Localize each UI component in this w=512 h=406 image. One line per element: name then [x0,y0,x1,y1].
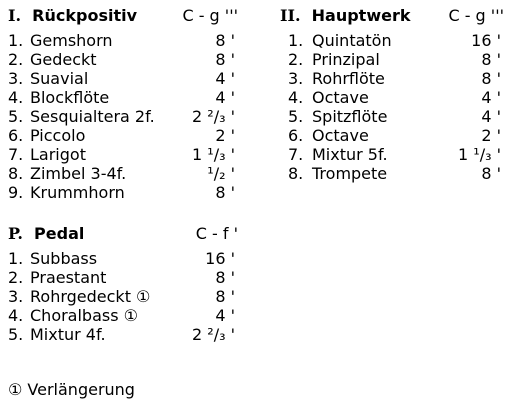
stop-pitch: 8 ' [481,164,501,183]
stop-number: 3. [8,69,24,88]
division-number: II. [280,6,301,25]
stop-name: Octave [312,88,369,107]
stop-name: Piccolo [30,126,86,145]
stop-name: Sesquialtera 2f. [30,107,155,126]
stop-number: 4. [8,88,24,107]
stop-name: Quintatön [312,31,392,50]
stop-name: Praestant [30,268,107,287]
stop-name: Suavial [30,69,89,88]
stop-number: 5. [8,107,24,126]
stop-pitch: 16 ' [205,249,235,268]
division-pedal [8,224,240,348]
stop-name: Rohrflöte [312,69,385,88]
stop-number: 3. [8,287,24,306]
division-number: P. [8,224,23,243]
stop-name: Trompete [312,164,388,183]
stop-pitch: 4 ' [215,306,235,325]
stop-pitch: 2 ' [215,126,235,145]
stop-pitch: ¹/₂ ' [207,164,235,183]
stop-name: Zimbel 3-4f. [30,164,127,183]
division-header [8,6,137,25]
stop-number: 7. [8,145,24,164]
division-title: Pedal [34,224,85,243]
stop-number: 9. [8,183,24,202]
stop-number: 3. [288,69,304,88]
division-header [8,224,84,243]
stop-number: 7. [288,145,304,164]
stop-number: 5. [8,325,24,344]
stop-name: Subbass [30,249,98,268]
division-hauptwerk [280,6,504,186]
stop-pitch: 4 ' [481,88,501,107]
stop-number: 8. [8,164,24,183]
division-title: Rückpositiv [32,6,138,25]
stop-name: Octave [312,126,369,145]
stop-name: Gemshorn [30,31,113,50]
stop-number: 1. [288,31,304,50]
stop-pitch: 4 ' [215,69,235,88]
stop-pitch: 8 ' [481,50,501,69]
stop-pitch: 8 ' [481,69,501,88]
stop-number: 6. [8,126,24,145]
division-rueckpositiv [8,6,240,202]
stop-name: Blockflöte [30,88,110,107]
manual-range: C - g ''' [182,6,238,25]
stop-number: 2. [8,50,24,69]
stop-number: 2. [8,268,24,287]
footnote: ① Verlängerung [8,380,135,399]
division-header [280,6,410,25]
stop-pitch: 1 ¹/₃ ' [458,145,501,164]
stop-name: Rohrgedeckt ① [30,287,151,306]
stop-pitch: 8 ' [215,287,235,306]
stop-number: 4. [8,306,24,325]
stop-pitch: 8 ' [215,31,235,50]
stop-pitch: 2 ²/₃ ' [192,107,235,126]
stop-number: 8. [288,164,304,183]
stop-pitch: 16 ' [471,31,501,50]
stop-number: 4. [288,88,304,107]
manual-range: C - f ' [195,224,238,243]
division-number: I. [8,6,22,25]
stop-name: Mixtur 5f. [312,145,388,164]
stop-name: Choralbass ① [30,306,138,325]
stop-name: Gedeckt [30,50,97,69]
stop-pitch: 2 ' [481,126,501,145]
manual-range: C - g ''' [448,6,504,25]
stop-name: Larigot [30,145,86,164]
stop-number: 1. [8,249,24,268]
stop-pitch: 8 ' [215,268,235,287]
stop-number: 5. [288,107,304,126]
stop-name: Spitzflöte [312,107,388,126]
stop-number: 6. [288,126,304,145]
stop-pitch: 4 ' [481,107,501,126]
stop-number: 2. [288,50,304,69]
stop-pitch: 2 ²/₃ ' [192,325,235,344]
division-title: Hauptwerk [311,6,411,25]
stop-pitch: 8 ' [215,50,235,69]
stop-pitch: 4 ' [215,88,235,107]
stop-name: Krummhorn [30,183,125,202]
stop-name: Prinzipal [312,50,380,69]
stop-pitch: 1 ¹/₃ ' [192,145,235,164]
stop-name: Mixtur 4f. [30,325,106,344]
stop-pitch: 8 ' [215,183,235,202]
stop-number: 1. [8,31,24,50]
